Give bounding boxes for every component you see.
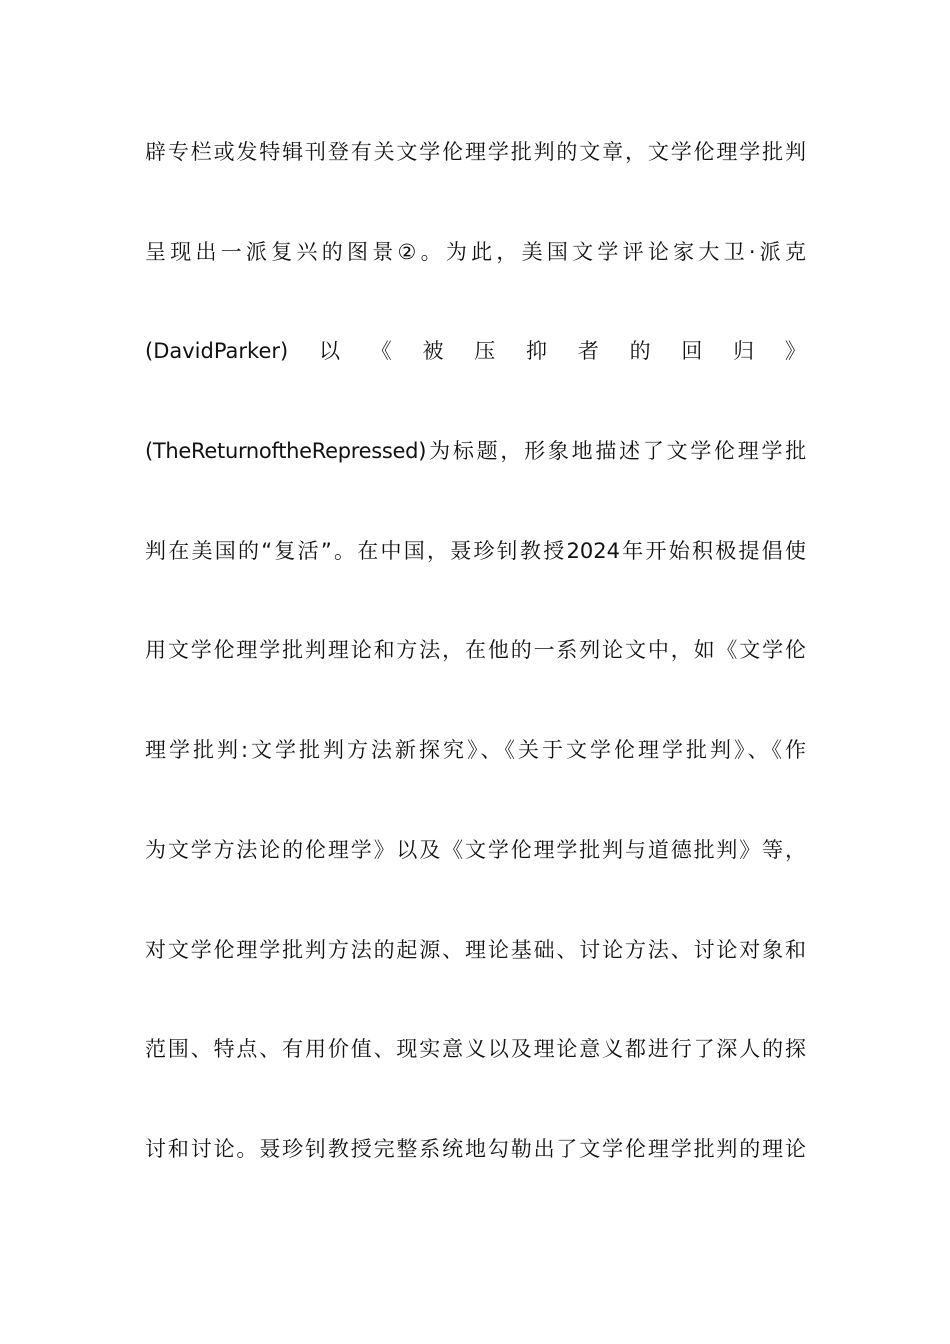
line-3-token: 者: [577, 339, 599, 364]
text-line-9: 对文学伦理学批判方法的起源、理论基础、讨论方法、讨论对象和: [145, 937, 806, 962]
text-line-11: 讨和讨论。聂珍钊教授完整系统地勾勒出了文学伦理学批判的理论: [145, 1136, 806, 1161]
text-line-2: 呈现出一派复兴的图景②。为此，美国文学评论家大卫·派克: [145, 239, 806, 264]
text-line-1: 辟专栏或发特辑刊登有关文学伦理学批判的文章，文学伦理学批判: [145, 140, 806, 164]
line-3-token: 以: [318, 339, 340, 364]
line-3-token: 》: [784, 339, 806, 364]
line-3-token: (DavidParker): [145, 339, 289, 364]
line-3-token: 的: [629, 339, 651, 364]
body-text: [145, 130, 806, 1227]
line-3-token: 抑: [526, 339, 548, 364]
line-3-token: 《: [370, 339, 392, 364]
text-line-3: [145, 329, 806, 429]
line-3-token: 归: [733, 339, 755, 364]
line-3-token: 回: [681, 339, 703, 364]
line-3-token: 被: [422, 339, 444, 364]
text-line-6: 用文学伦理学批判理论和方法，在他的一系列论文中，如《文学伦: [145, 638, 806, 663]
text-line-4: (TheReturnoftheRepressed)为标题，形象地描述了文学伦理学批: [145, 439, 806, 464]
text-line-5: 判在美国的“复活”。在中国，聂珍钊教授2024年开始积极提倡使: [145, 538, 806, 563]
line-3-token: 压: [474, 339, 496, 364]
text-line-7: 理学批判:文学批判方法新探究》、《关于文学伦理学批判》、《作: [145, 738, 806, 763]
text-line-8: 为文学方法论的伦理学》以及《文学伦理学批判与道德批判》等，: [145, 837, 806, 862]
text-line-10: 范围、特点、有用价值、现实意义以及理论意义都进行了深人的探: [145, 1037, 806, 1062]
